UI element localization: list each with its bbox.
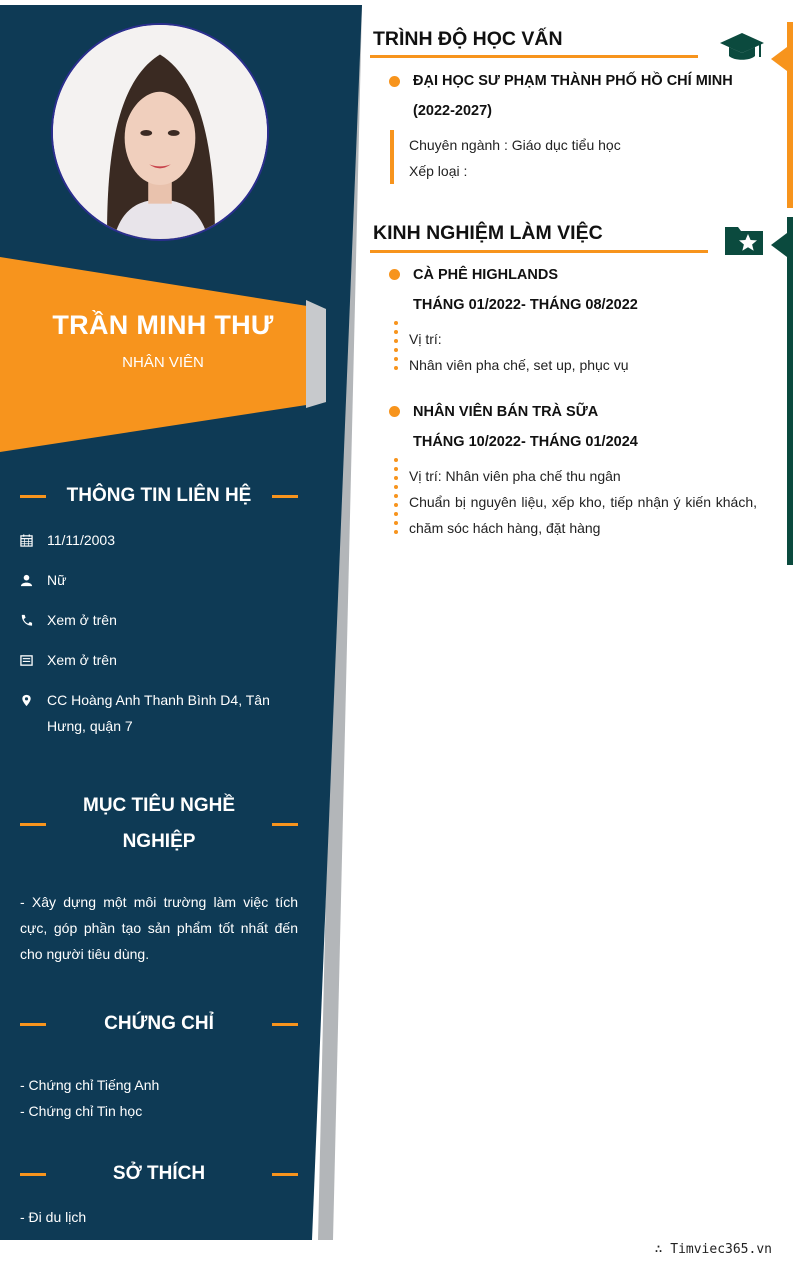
heading-dash-right [272,1173,298,1176]
heading-dash-left [20,1023,46,1026]
hobbies-heading-text: SỞ THÍCH [112,1163,206,1184]
education-heading: TRÌNH ĐỘ HỌC VẤN [373,28,563,50]
heading-dash-right [272,1023,298,1026]
objective-heading [20,788,298,860]
education-bullet [389,76,400,87]
right-edge-orange-arrow [771,47,787,71]
certificates-heading-text: CHỨNG CHỈ [104,1013,214,1034]
job-description: Chuẩn bị nguyên liệu, xếp kho, tiếp nhận ý kiến khách, chăm sóc hách hàng, đặt hàng [409,494,757,536]
education-grade: Xếp loại : [409,163,468,179]
objective-heading-line1: MỤC TIÊU NGHỀ [83,795,235,816]
right-edge-green-arrow [771,233,787,257]
heading-dash-left [20,823,46,826]
experience-heading: KINH NGHIỆM LÀM VIỆC [373,222,603,244]
job-bullet [389,269,400,280]
education-underline [370,55,698,58]
address-value: CC Hoàng Anh Thanh Bình D4, Tân Hưng, quận 7 [47,692,270,734]
profile-photo [51,23,269,241]
objective-heading-line2: NGHIỆP [122,831,196,852]
candidate-role: NHÂN VIÊN [122,354,204,371]
contact-birthday [20,527,310,553]
calendar-icon [20,527,47,553]
job-dotted-line [394,321,398,370]
hobby-item: - Đi du lịch [20,1209,87,1225]
experience-underline [370,250,708,253]
contact-heading-text: THÔNG TIN LIÊN HỆ [66,485,252,506]
certificate-item: - Chứng chỉ Tin học [20,1103,143,1119]
email-value: Xem ở trên [47,652,117,668]
certificate-item: - Chứng chỉ Tiếng Anh [20,1077,160,1093]
education-period: (2022-2027) [413,103,492,119]
gender-value: Nữ [47,572,67,588]
job-position: Vị trí: Nhân viên pha chế thu ngân [409,468,621,484]
school-name: ĐẠI HỌC SƯ PHẠM THÀNH PHỐ HỒ CHÍ MINH [413,73,733,89]
right-edge-orange-bar [787,22,793,208]
heading-dash-left [20,1173,46,1176]
birthday-value: 11/11/2003 [47,532,115,548]
job-company: NHÂN VIÊN BÁN TRÀ SỮA [413,404,599,420]
objective-heading-text [46,788,272,860]
education-vertical-line [390,130,394,184]
job-bullet [389,406,400,417]
graduation-cap-icon [720,31,764,63]
job-dotted-line [394,458,398,534]
candidate-name: TRẦN MINH THƯ [52,310,274,340]
job-company: CÀ PHÊ HIGHLANDS [413,267,559,283]
heading-dash-right [272,495,298,498]
location-pin-icon [20,687,47,713]
contact-heading [20,478,298,514]
contact-address [20,687,310,739]
hobbies-heading [20,1156,298,1192]
footer-brand[interactable]: ∴ Timviec365.vn [654,1242,772,1257]
heading-dash-left [20,495,46,498]
job-description: Nhân viên pha chế, set up, phục vụ [409,357,629,373]
job-period: THÁNG 01/2022- THÁNG 08/2022 [413,297,638,313]
job-position: Vị trí: [409,331,442,347]
contact-phone [20,607,310,633]
phone-value: Xem ở trên [47,612,117,628]
person-icon [20,567,47,593]
right-edge-green-bar [787,217,793,565]
objective-text: - Xây dựng một môi trường làm việc tích cực, góp phần tạo sản phẩm tốt nhất đến cho người tiêu dùng. [20,894,298,962]
job-period: THÁNG 10/2022- THÁNG 01/2024 [413,434,638,450]
folder-star-icon [724,223,764,256]
contact-email [20,647,310,673]
education-major: Chuyên ngành : Giáo dục tiểu học [409,137,621,153]
phone-icon [20,607,47,633]
contact-gender [20,567,310,593]
certificates-heading [20,1006,298,1042]
email-icon [20,647,47,673]
heading-dash-right [272,823,298,826]
